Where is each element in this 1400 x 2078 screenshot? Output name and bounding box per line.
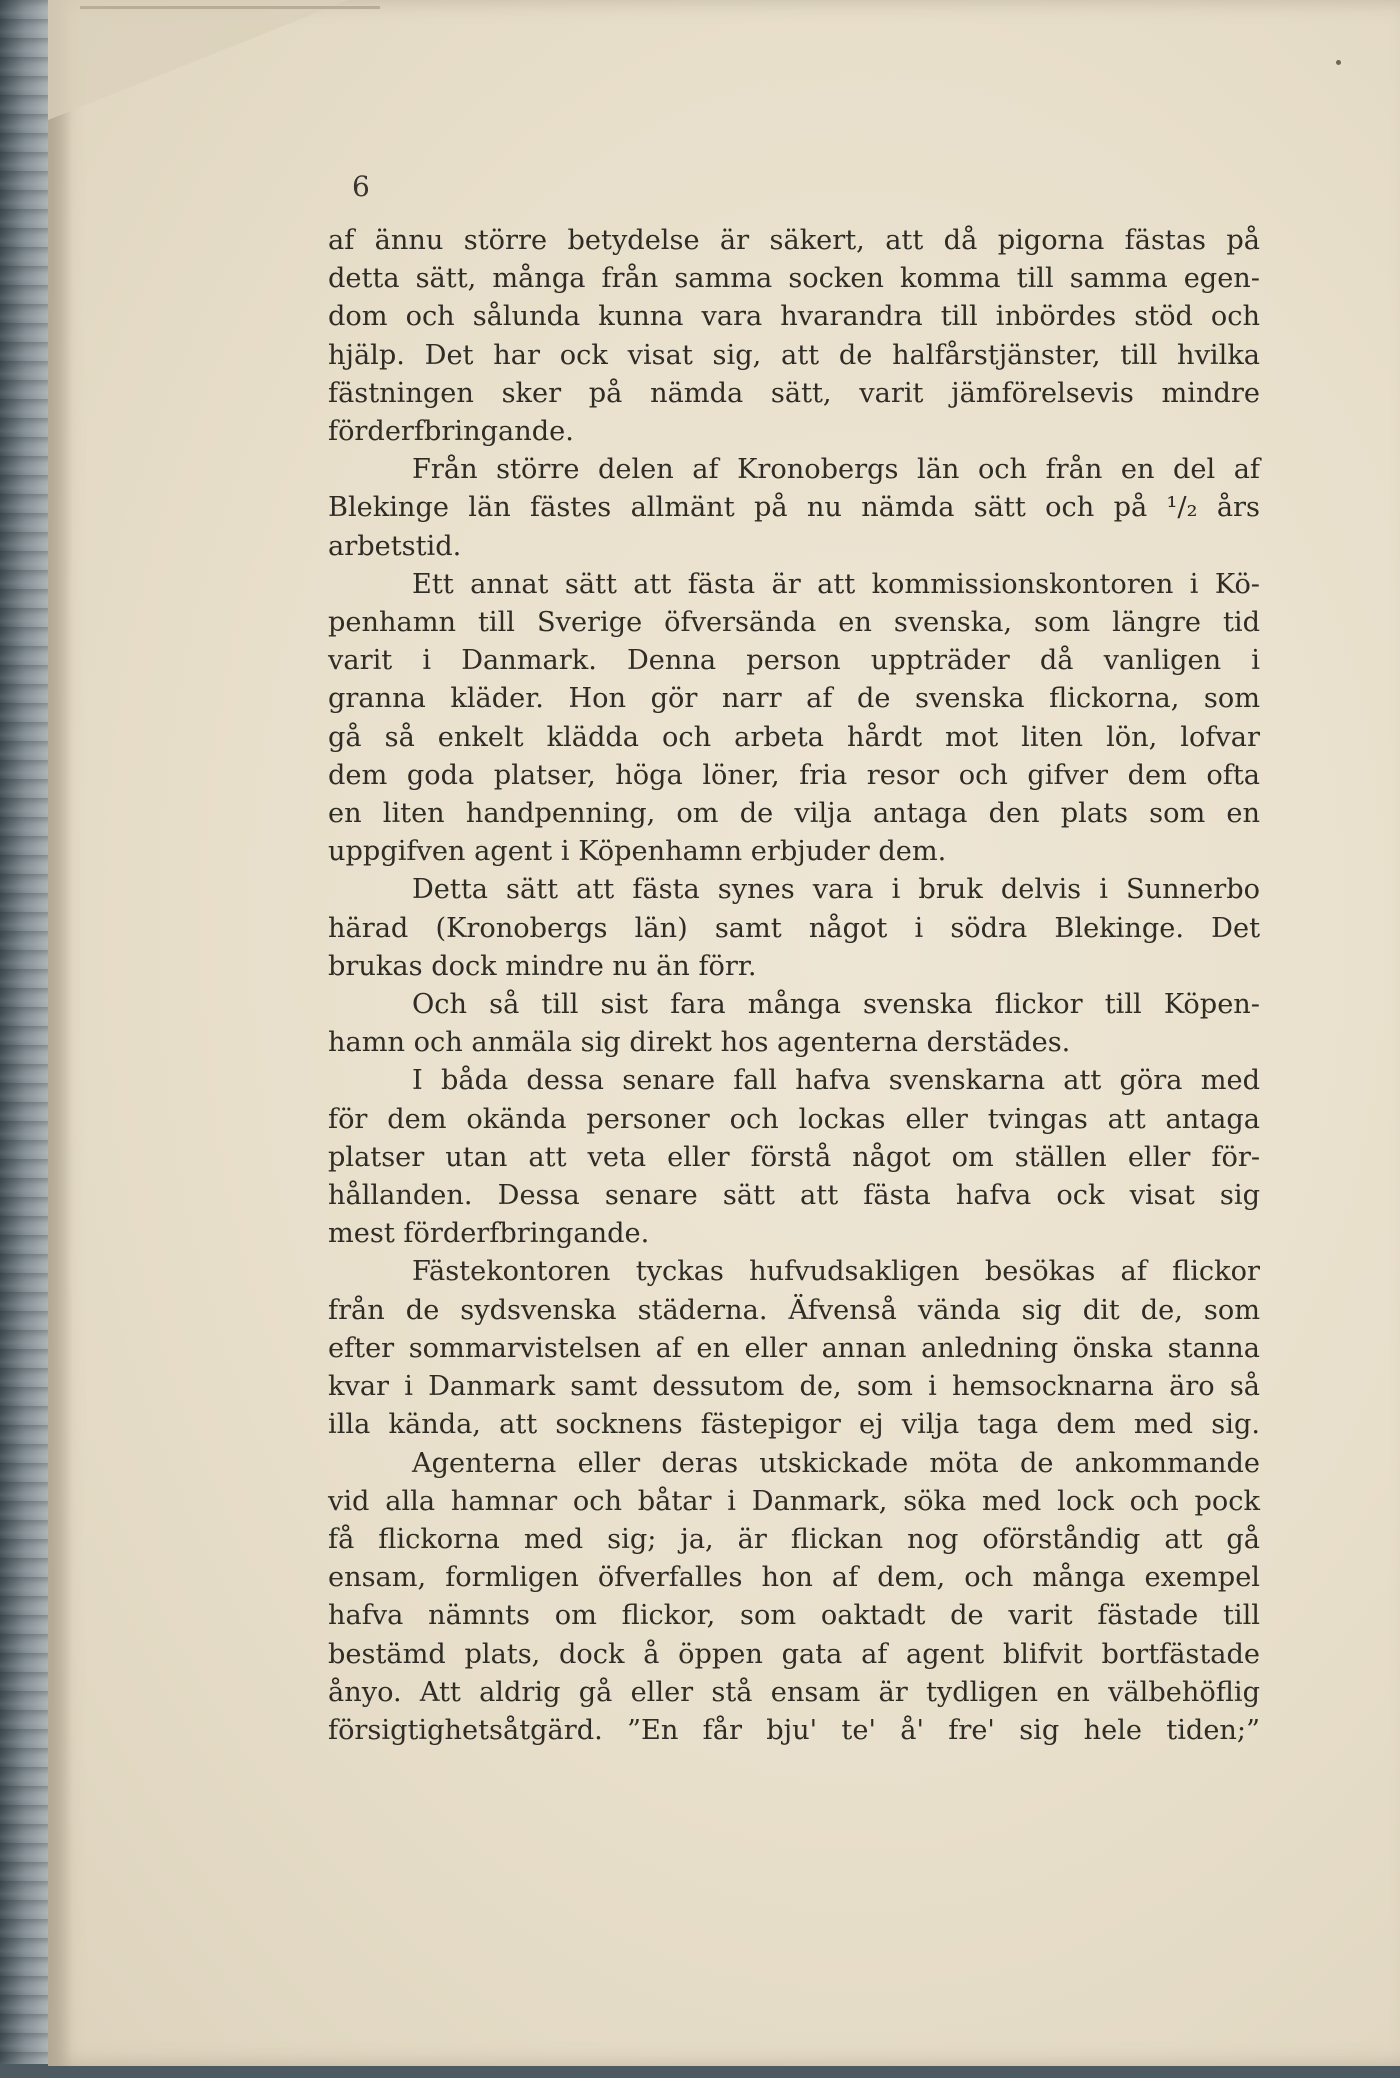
text-line: detta sätt, många från samma socken komma till samma egen- — [328, 263, 1260, 295]
text-line: ånyo. Att aldrig gå eller stå ensam är tydligen en välbehöflig — [328, 1676, 1260, 1708]
text-line: få flickorna med sig; ja, är flickan nog oförståndig att gå — [328, 1523, 1260, 1555]
body-text — [328, 222, 1260, 1750]
text-line: I båda dessa senare fall hafva svenskarna att göra med — [412, 1065, 1260, 1097]
text-line: härad (Kronobergs län) samt något i södra Blekinge. Det — [328, 912, 1260, 944]
text-line: vid alla hamnar och båtar i Danmark, söka med lock och pock — [328, 1485, 1260, 1517]
text-line: mest förderfbringande. — [328, 1218, 650, 1250]
text-line: bestämd plats, dock å öppen gata af agent blifvit bortfästade — [328, 1638, 1260, 1670]
text-line: hafva nämnts om flickor, som oaktadt de varit fästade till — [328, 1600, 1260, 1632]
text-line: hållanden. Dessa senare sätt att fästa hafva ock visat sig — [328, 1180, 1260, 1212]
text-line: Och så till sist fara många svenska flickor till Köpen- — [412, 989, 1260, 1021]
text-line: Blekinge län fästes allmänt på nu nämda sätt och på ¹/₂ års — [328, 492, 1260, 524]
text-line: dom och sålunda kunna vara hvarandra till inbördes stöd och — [328, 301, 1260, 333]
text-line: för dem okända personer och lockas eller tvingas att antaga — [328, 1103, 1260, 1135]
text-line: hjälp. Det har ock visat sig, att de halfårstjänster, till hvilka — [328, 339, 1260, 371]
text-line: fästningen sker på nämda sätt, varit jämförelsevis mindre — [328, 377, 1260, 409]
text-line: ensam, formligen öfverfalles hon af dem, och många exempel — [328, 1562, 1260, 1594]
text-line: dem goda platser, höga löner, fria resor och gifver dem ofta — [328, 759, 1260, 791]
text-line: arbetstid. — [328, 530, 462, 562]
text-line: från de sydsvenska städerna. Äfvenså vända sig dit de, som — [328, 1294, 1260, 1326]
text-line: efter sommarvistelsen af en eller annan anledning önska stanna — [328, 1332, 1260, 1364]
text-line: uppgifven agent i Köpenhamn erbjuder dem. — [328, 836, 947, 868]
text-line: Fästekontoren tyckas hufvudsakligen besökas af flickor — [412, 1256, 1260, 1288]
text-line: Ett annat sätt att fästa är att kommissionskontoren i Kö- — [412, 568, 1260, 600]
text-line: hamn och anmäla sig direkt hos agenterna derstädes. — [328, 1027, 1071, 1059]
paper-speck — [1336, 60, 1341, 65]
text-line: kvar i Danmark samt dessutom de, som i hemsocknarna äro så — [328, 1371, 1260, 1403]
text-line: af ännu större betydelse är säkert, att då pigorna fästas på — [328, 225, 1260, 256]
page-edge-shadow — [48, 0, 72, 2066]
page-corner-fold — [48, 0, 348, 120]
text-line: gå så enkelt klädda och arbeta hårdt mot liten lön, lofvar — [328, 721, 1260, 753]
text-line: brukas dock mindre nu än förr. — [328, 950, 757, 982]
text-line: penhamn till Sverige öfversända en svenska, som längre tid — [328, 607, 1260, 639]
text-line: en liten handpenning, om de vilja antaga den plats som en — [328, 798, 1260, 830]
top-edge-mark — [80, 6, 380, 9]
text-line: försigtighetsåtgärd. ”En får bju' te' å' fre' sig hele tiden;” — [328, 1714, 1260, 1746]
text-line: illa kända, att socknens fästepigor ej vilja taga dem med sig. — [328, 1409, 1260, 1441]
text-line: platser utan att veta eller förstå något om ställen eller för- — [328, 1141, 1260, 1173]
scanner-bed — [0, 2064, 1400, 2078]
text-line: förderfbringande. — [328, 416, 574, 448]
text-line: varit i Danmark. Denna person uppträder då vanligen i — [328, 645, 1260, 677]
text-line: Detta sätt att fästa synes vara i bruk delvis i Sunnerbo — [412, 874, 1260, 906]
text-line: granna kläder. Hon gör narr af de svenska flickorna, som — [328, 683, 1260, 715]
text-line: Från större delen af Kronobergs län och från en del af — [412, 454, 1260, 486]
page-number: 6 — [352, 170, 370, 203]
text-line: Agenterna eller deras utskickade möta de ankommande — [412, 1447, 1260, 1479]
